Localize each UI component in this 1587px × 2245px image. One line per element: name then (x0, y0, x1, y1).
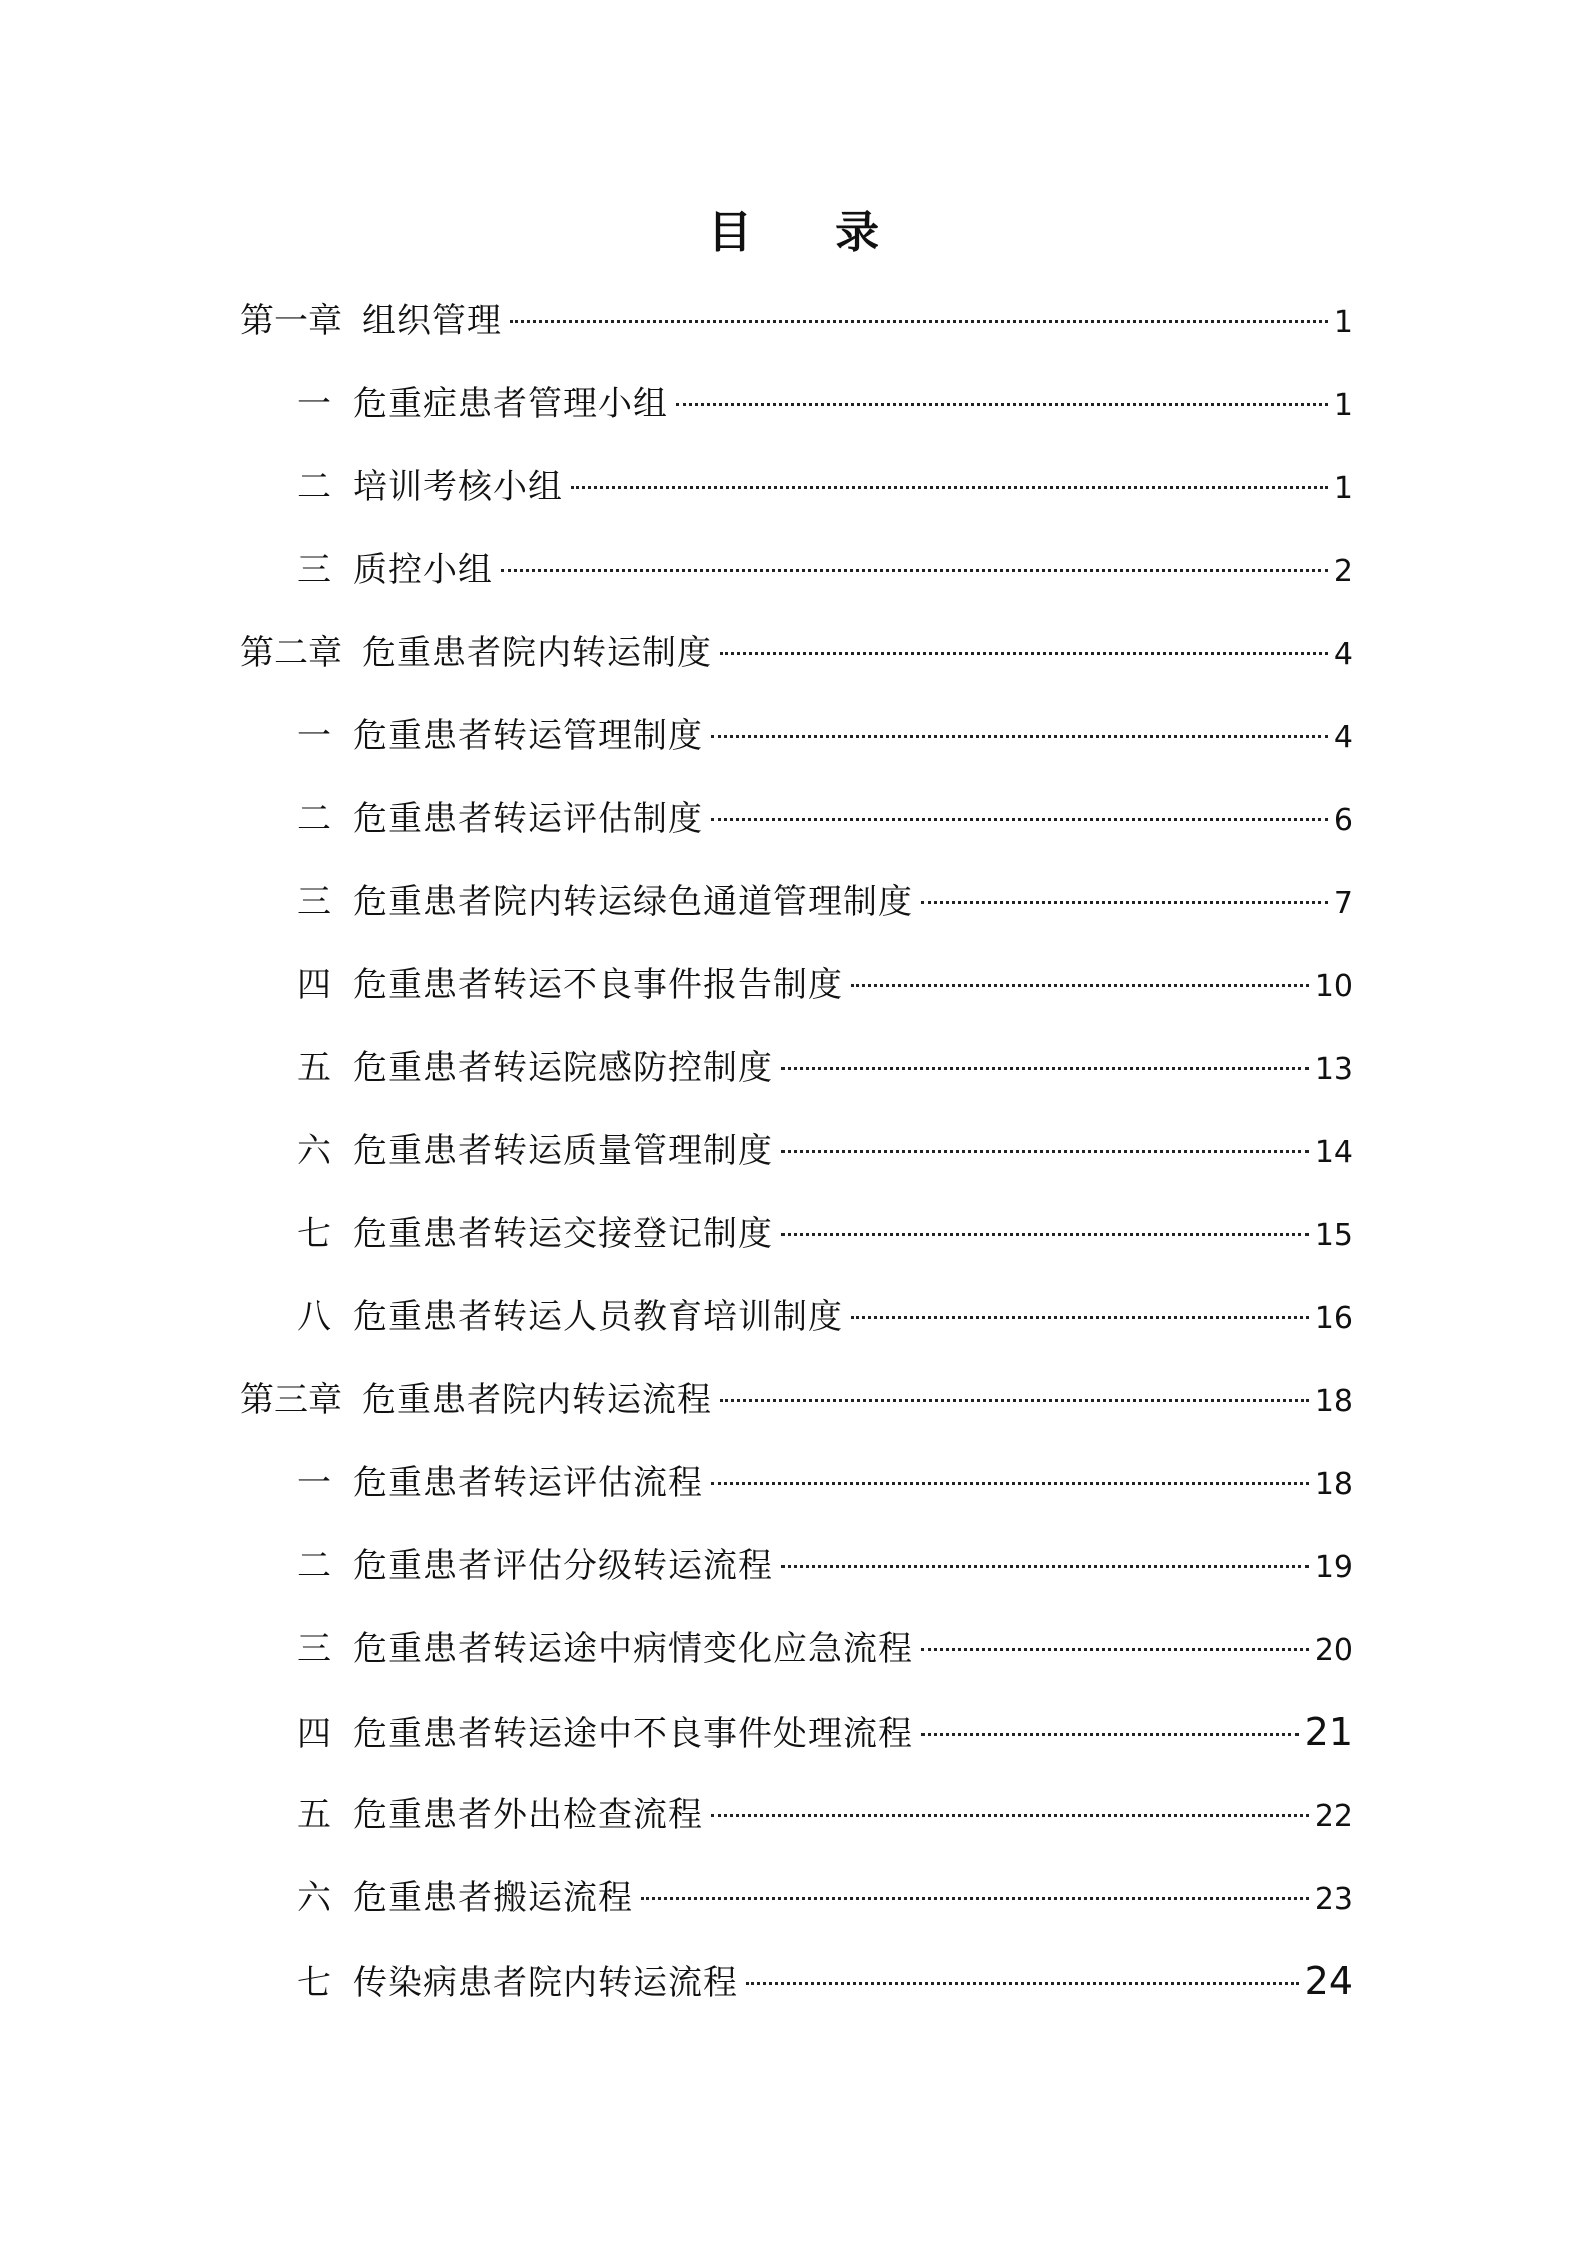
toc-number: 三 (297, 882, 331, 922)
toc-label: 危重症患者管理小组 (353, 384, 668, 424)
toc-page-number: 19 (1314, 1550, 1353, 1585)
dot-leader (851, 1316, 1309, 1319)
toc-page-number: 1 (1333, 388, 1353, 423)
toc-label: 培训考核小组 (353, 467, 563, 507)
toc-label: 危重患者转运不良事件报告制度 (353, 965, 843, 1005)
toc-page-number: 2 (1333, 554, 1353, 589)
toc-chapter-3[interactable] (240, 1374, 1353, 1426)
toc-section[interactable] (297, 1706, 1353, 1758)
dot-leader (510, 320, 1328, 323)
dot-leader (921, 901, 1328, 904)
dot-leader (676, 403, 1328, 406)
toc-number: 二 (297, 799, 331, 839)
toc-section[interactable] (297, 461, 1353, 513)
dot-leader (711, 735, 1328, 738)
dot-leader (921, 1733, 1299, 1736)
toc-chapter-1[interactable] (240, 295, 1353, 347)
toc-section[interactable] (297, 1208, 1353, 1260)
toc-page-number: 1 (1333, 305, 1353, 340)
toc-section[interactable] (297, 1955, 1353, 2007)
toc-number: 四 (297, 965, 331, 1005)
toc-section[interactable] (297, 793, 1353, 845)
toc-number: 一 (297, 1463, 331, 1503)
toc-page-number: 24 (1304, 1959, 1353, 2003)
dot-leader (781, 1067, 1309, 1070)
toc-label: 危重患者转运评估制度 (353, 799, 703, 839)
dot-leader (746, 1982, 1299, 1985)
dot-leader (720, 1399, 1309, 1402)
toc-number: 三 (297, 550, 331, 590)
dot-leader (641, 1897, 1309, 1900)
toc-number: 六 (297, 1878, 331, 1918)
toc-number: 二 (297, 1546, 331, 1586)
dot-leader (781, 1233, 1309, 1236)
toc-label: 质控小组 (353, 550, 493, 590)
toc-section[interactable] (297, 1789, 1353, 1841)
toc-page-number: 16 (1314, 1301, 1353, 1336)
dot-leader (501, 569, 1328, 572)
toc-page-number: 18 (1314, 1384, 1353, 1419)
page-title: 目 录 (707, 207, 914, 258)
toc-number: 一 (297, 384, 331, 424)
toc-section[interactable] (297, 1872, 1353, 1924)
toc-number: 第一章 (240, 301, 342, 341)
dot-leader (711, 818, 1328, 821)
toc-section[interactable] (297, 1540, 1353, 1592)
toc-number: 七 (297, 1214, 331, 1254)
toc-label: 危重患者转运人员教育培训制度 (353, 1297, 843, 1337)
toc-section[interactable] (297, 876, 1353, 928)
toc-page-number: 10 (1314, 969, 1353, 1004)
toc-page-number: 20 (1314, 1633, 1353, 1668)
toc-label: 危重患者院内转运绿色通道管理制度 (353, 882, 913, 922)
dot-leader (720, 652, 1328, 655)
toc-section[interactable] (297, 959, 1353, 1011)
toc-number: 二 (297, 467, 331, 507)
dot-leader (781, 1150, 1309, 1153)
dot-leader (711, 1482, 1309, 1485)
toc-number: 第三章 (240, 1380, 342, 1420)
toc-number: 第二章 (240, 633, 342, 673)
dot-leader (571, 486, 1328, 489)
toc-page-number: 18 (1314, 1467, 1353, 1502)
toc-page-number: 21 (1304, 1710, 1353, 1754)
toc-page-number: 22 (1314, 1799, 1353, 1834)
toc-label: 危重患者院内转运流程 (362, 1380, 712, 1420)
toc-section[interactable] (297, 710, 1353, 762)
toc-label: 危重患者评估分级转运流程 (353, 1546, 773, 1586)
toc-section[interactable] (297, 1623, 1353, 1675)
toc-number: 四 (297, 1714, 331, 1754)
toc-number: 一 (297, 716, 331, 756)
toc-number: 五 (297, 1048, 331, 1088)
dot-leader (711, 1814, 1309, 1817)
toc-label: 危重患者转运质量管理制度 (353, 1131, 773, 1171)
toc-chapter-2[interactable] (240, 627, 1353, 679)
toc-page-number: 4 (1333, 720, 1353, 755)
toc-label: 危重患者转运管理制度 (353, 716, 703, 756)
toc-label: 危重患者外出检查流程 (353, 1795, 703, 1835)
toc-section[interactable] (297, 1125, 1353, 1177)
toc-section[interactable] (297, 1042, 1353, 1094)
toc-number: 六 (297, 1131, 331, 1171)
toc-page-number: 6 (1333, 803, 1353, 838)
toc-label: 危重患者转运途中病情变化应急流程 (353, 1629, 913, 1669)
toc-section[interactable] (297, 378, 1353, 430)
toc-label: 危重患者转运途中不良事件处理流程 (353, 1714, 913, 1754)
toc-section[interactable] (297, 1291, 1353, 1343)
toc-label: 传染病患者院内转运流程 (353, 1963, 738, 2003)
toc-label: 危重患者转运院感防控制度 (353, 1048, 773, 1088)
toc-label: 危重患者转运评估流程 (353, 1463, 703, 1503)
dot-leader (921, 1648, 1309, 1651)
toc-label: 危重患者搬运流程 (353, 1878, 633, 1918)
toc-page-number: 23 (1314, 1882, 1353, 1917)
toc-page-number: 15 (1314, 1218, 1353, 1253)
toc-number: 三 (297, 1629, 331, 1669)
toc-label: 组织管理 (362, 301, 502, 341)
toc-page-number: 7 (1333, 886, 1353, 921)
toc-page-number: 4 (1333, 637, 1353, 672)
toc-number: 七 (297, 1963, 331, 2003)
dot-leader (781, 1565, 1309, 1568)
toc-page-number: 14 (1314, 1135, 1353, 1170)
toc-section[interactable] (297, 1457, 1353, 1509)
toc-number: 八 (297, 1297, 331, 1337)
toc-page-number: 1 (1333, 471, 1353, 506)
dot-leader (851, 984, 1309, 987)
toc-number: 五 (297, 1795, 331, 1835)
toc-section[interactable] (297, 544, 1353, 596)
toc-label: 危重患者院内转运制度 (362, 633, 712, 673)
toc-page-number: 13 (1314, 1052, 1353, 1087)
toc-label: 危重患者转运交接登记制度 (353, 1214, 773, 1254)
